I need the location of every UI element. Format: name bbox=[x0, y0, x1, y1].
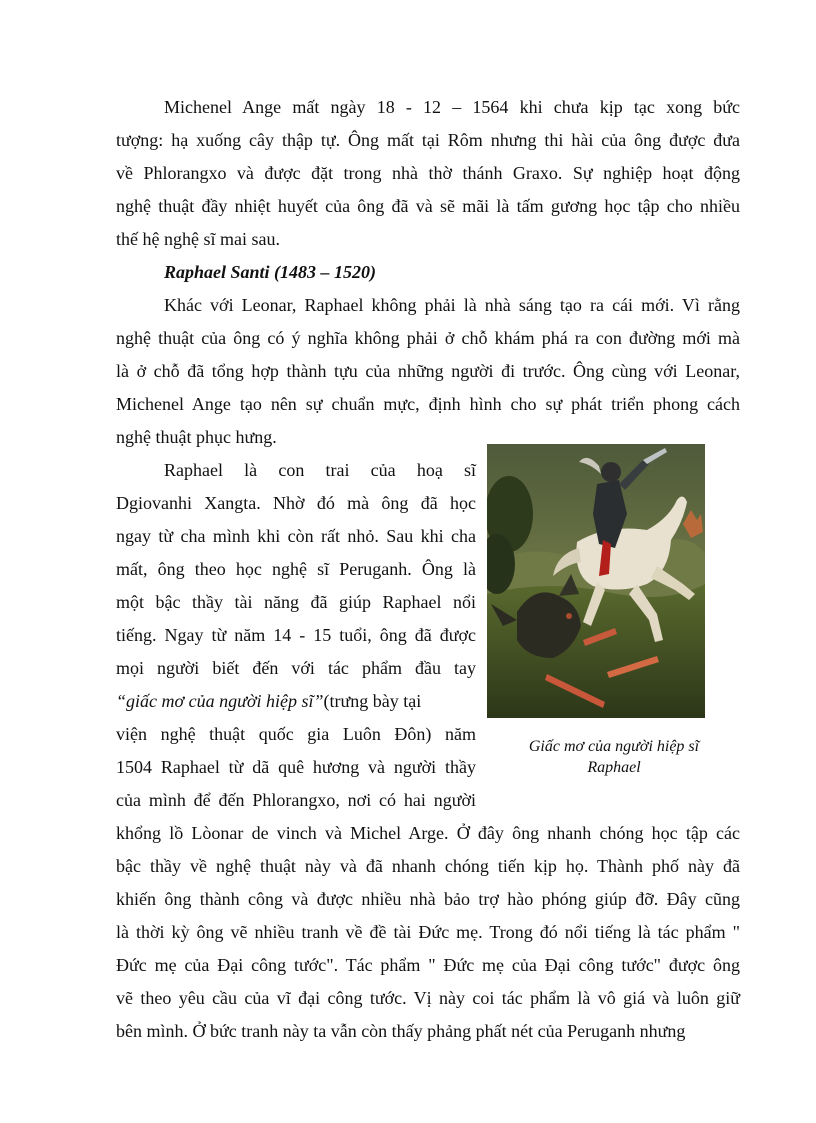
text-line: là ở chỗ đã tổng hợp thành tựu của những người đi trước. Ông cùng với Leonar, bbox=[116, 361, 740, 381]
text-line: Raphael là con trai của hoạ sĩ bbox=[164, 460, 476, 480]
text-line: mất, ông theo học nghệ sĩ Peruganh. Ông là bbox=[116, 559, 476, 579]
text-line: tượng: hạ xuống cây thập tự. Ông mất tại Rôm nhưng thi hài của ông được đưa bbox=[116, 130, 740, 150]
painting-image bbox=[487, 444, 705, 718]
text-line: Khác với Leonar, Raphael không phải là nhà sáng tạo ra cái mới. Vì rằng bbox=[164, 295, 740, 315]
text-line: tiếng. Ngay từ năm 14 - 15 tuổi, ông đã được bbox=[116, 625, 476, 645]
artwork-title-suffix: (trưng bày tại bbox=[323, 691, 422, 711]
text-line: Dgiovanhi Xangta. Nhờ đó mà ông đã học bbox=[116, 493, 476, 513]
text-line: Đức mẹ của Đại công tước". Tác phẩm " Đức mẹ của Đại công tước" được ông bbox=[116, 955, 740, 975]
text-line: thế hệ nghệ sĩ mai sau. bbox=[116, 229, 280, 249]
artwork-title: “giấc mơ của người hiệp sĩ” bbox=[116, 691, 324, 711]
text-line: nghệ thuật phục hưng. bbox=[116, 427, 277, 447]
text-line: một bậc thầy tài năng đã giúp Raphael nổi bbox=[116, 592, 476, 612]
text-line: bậc thầy về nghệ thuật này và đã nhanh chóng tiến kịp họ. Thành phố này đã bbox=[116, 856, 740, 876]
text-line: 1504 Raphael từ dã quê hương và người thầy bbox=[116, 757, 476, 777]
text-line bbox=[116, 691, 476, 711]
text-line: về Phlorangxo và được đặt trong nhà thờ thánh Graxo. Sự nghiệp hoạt động bbox=[116, 163, 740, 183]
text-line: Michenel Ange tạo nên sự chuẩn mực, định hình cho sự phát triển phong cách bbox=[116, 394, 740, 414]
figure-caption-author: Raphael bbox=[587, 759, 641, 776]
section-heading: Raphael Santi (1483 – 1520) bbox=[164, 262, 377, 282]
text-line: bên mình. Ở bức tranh này ta vẫn còn thấy phảng phất nét của Peruganh nhưng bbox=[116, 1021, 686, 1041]
text-line: là thời kỳ ông vẽ nhiều tranh về đề tài Đức mẹ. Trong đó nổi tiếng là tác phẩm " bbox=[116, 922, 740, 942]
text-line: của mình để đến Phlorangxo, nơi có hai người bbox=[116, 790, 476, 810]
text-line: khổng lồ Lòonar de vinch và Michel Arge. Ở đây ông nhanh chóng học tập các bbox=[116, 823, 740, 843]
text-line: vẽ theo yêu cầu của vĩ đại công tước. Vị này coi tác phẩm là vô giá và luôn giữ bbox=[116, 988, 740, 1008]
text-line: nghệ thuật của ông có ý nghĩa không phải ở chỗ khám phá ra con đường mới mà bbox=[116, 328, 740, 348]
figure-caption: Giấc mơ của người hiệp sĩ bbox=[528, 738, 700, 755]
text-line: ngay từ cha mình khi còn rất nhỏ. Sau khi cha bbox=[116, 526, 476, 546]
text-line: nghệ thuật đầy nhiệt huyết của ông đã và sẽ mãi là tấm gương học tập cho nhiều bbox=[116, 196, 740, 216]
text-line: mọi người biết đến với tác phẩm đầu tay bbox=[116, 658, 476, 678]
text-line: Michenel Ange mất ngày 18 - 12 – 1564 khi chưa kịp tạc xong bức bbox=[164, 97, 740, 117]
text-line: viện nghệ thuật quốc gia Luôn Đôn) năm bbox=[116, 724, 476, 744]
text-line: khiến ông thành công và được nhiều nhà bảo trợ hào phóng giúp đỡ. Đây cũng bbox=[116, 889, 740, 909]
